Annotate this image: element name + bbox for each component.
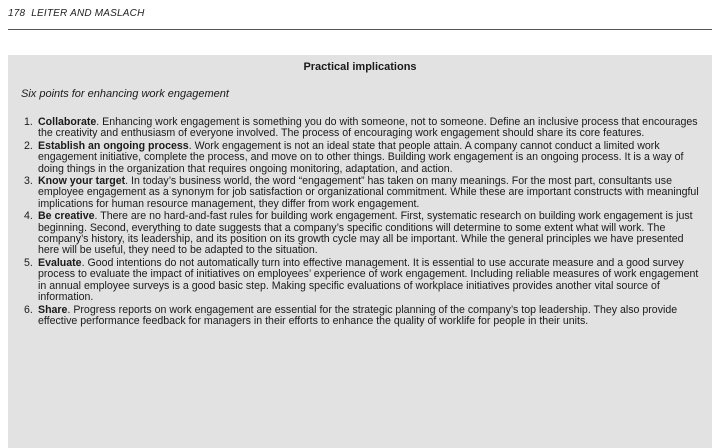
item-number: 1. xyxy=(24,116,33,128)
item-title: Collaborate xyxy=(38,116,97,128)
item-text: . Work engagement is not an ideal state that people attain. A company cannot conduct a limited work engagement initiative, complete the process, and move on to other things. Building work engagement is an ongoing process. It is a way of doing things in the organization that requires ongoing monitoring, adaptation, and action. xyxy=(38,139,684,175)
item-text: . In today’s business world, the word “engagement” has taken on many meanings. For the most part, consultants use employee engagement as a synonym for job satisfaction or organizational commitment. While these are important constructs with meaningful implications for human resource management, they differ from work engagement. xyxy=(38,175,699,210)
item-title: Evaluate xyxy=(38,256,82,269)
list-item xyxy=(21,305,702,328)
item-text: . Good intentions do not automatically turn into effective management. It is essential to use accurate measure and a good survey process to evaluate the impact of initiatives on employees’ experience of work engagement. Including reliable measures of work engagement in annual employee surveys is a good basic step. Making specific evaluations of workplace initiatives provides another vital source of information. xyxy=(38,256,699,304)
running-title: LEITER AND MASLACH xyxy=(31,8,145,19)
item-text: . Enhancing work engagement is something you do with someone, not to someone. Define an inclusive process that encourages the creativity and enthusiasm of everyone involved. The process of encouraging work engagement should share its core features. xyxy=(38,116,698,140)
running-head xyxy=(8,8,145,19)
list-item xyxy=(21,117,702,140)
item-title: Know your target xyxy=(38,175,126,188)
list-item xyxy=(21,258,702,304)
list-item xyxy=(21,211,702,257)
practical-implications-box xyxy=(8,55,712,448)
item-number: 5. xyxy=(24,256,33,269)
item-title: Establish an ongoing process xyxy=(38,139,189,152)
item-title: Be creative xyxy=(38,210,95,223)
points-list xyxy=(21,117,702,328)
item-text: . Progress reports on work engagement are essential for the strategic planning of the company’s top leadership. They also provide effective performance feedback for managers in their efforts to enhance the quality of worklife for people in their units. xyxy=(38,303,678,327)
box-subtitle: Six points for enhancing work engagement xyxy=(21,88,229,100)
item-number: 2. xyxy=(24,139,33,152)
item-number: 3. xyxy=(24,175,33,188)
list-item xyxy=(21,141,702,175)
list-item xyxy=(21,176,702,210)
item-number: 4. xyxy=(24,210,33,223)
page-number: 178 xyxy=(8,8,26,19)
item-number: 6. xyxy=(24,303,33,316)
box-title: Practical implications xyxy=(303,61,417,73)
item-text: . There are no hard-and-fast rules for building work engagement. First, systematic research on building work engagement is just beginning. Second, everything to date suggests that a company’s specific conditions will determine to some extent what will work. The company’s history, its leadership, and its position on its growth cycle may all be important. While the general principles we have presented here will be useful, they need to be adapted to the situation. xyxy=(38,210,693,257)
item-title: Share xyxy=(38,303,68,316)
header-rule xyxy=(8,29,712,30)
